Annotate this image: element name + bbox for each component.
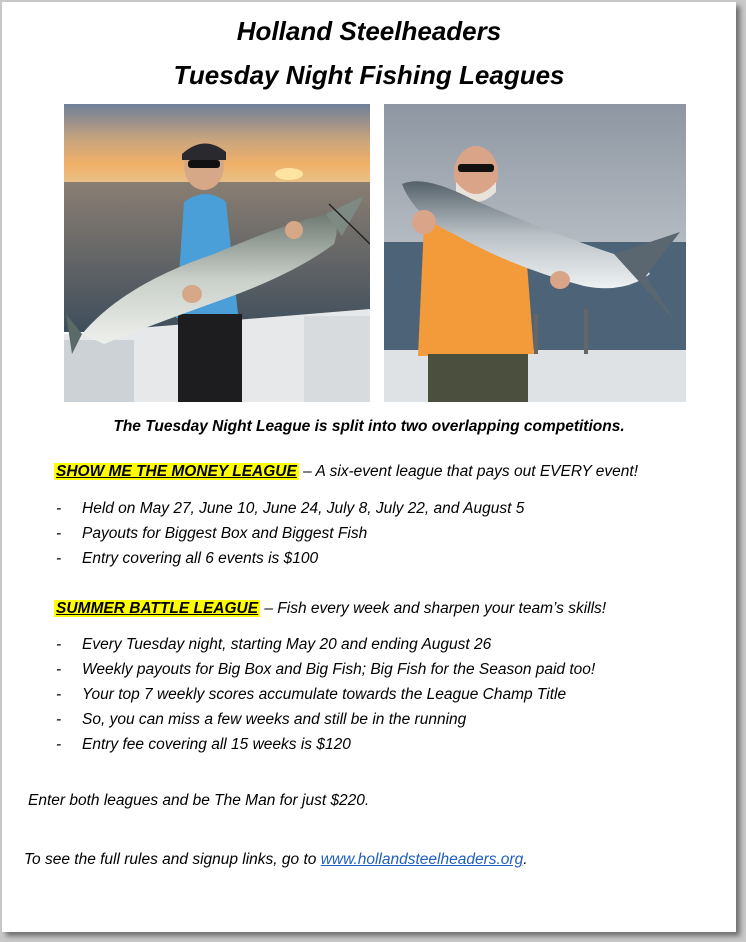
list-item: - Weekly payouts for Big Box and Big Fish; Big Fish for the Season paid too! <box>56 657 595 682</box>
money-league-tagline: – A six-event league that pays out EVERY event! <box>298 463 639 480</box>
angler-orange-shirt-photo <box>384 104 686 402</box>
bullet-dash: - <box>56 525 62 542</box>
battle-league-heading <box>54 600 606 618</box>
list-item: - Payouts for Biggest Box and Biggest Fish <box>56 521 524 546</box>
battle-league-name: SUMMER BATTLE LEAGUE <box>56 600 259 617</box>
list-item: - Entry covering all 6 events is $100 <box>56 546 524 571</box>
list-item: - Your top 7 weekly scores accumulate towards the League Champ Title <box>56 682 595 707</box>
flyer-page <box>2 2 736 932</box>
footer-prefix: To see the full rules and signup links, go to <box>24 851 321 868</box>
bullet-dash: - <box>56 711 62 728</box>
flyer-title-line1: Holland Steelheaders <box>236 16 502 46</box>
website-link[interactable]: www.hollandsteelheaders.org <box>320 851 524 868</box>
bullet-dash: - <box>56 636 62 653</box>
footer-suffix: . <box>523 851 528 868</box>
closing-offer: Enter both leagues and be The Man for just $220. <box>28 792 370 809</box>
money-league-name: SHOW ME THE MONEY LEAGUE <box>56 463 297 480</box>
battle-league-details <box>56 632 595 757</box>
bullet-dash: - <box>56 500 62 517</box>
list-item: - Every Tuesday night, starting May 20 and ending August 26 <box>56 632 595 657</box>
footer-signup <box>24 851 528 869</box>
flyer-title-line2: Tuesday Night Fishing Leagues <box>173 60 565 90</box>
bullet-dash: - <box>56 550 62 567</box>
battle-league-tagline: – Fish every week and sharpen your team’s skills! <box>260 600 607 617</box>
list-item: - So, you can miss a few weeks and still be in the running <box>56 707 595 732</box>
money-league-details <box>56 496 524 571</box>
league-intro: The Tuesday Night League is split into two overlapping competitions. <box>113 418 625 435</box>
bullet-dash: - <box>56 736 62 753</box>
list-item: - Held on May 27, June 10, June 24, July 8, July 22, and August 5 <box>56 496 524 521</box>
bullet-dash: - <box>56 686 62 703</box>
angler-sunset-photo <box>64 104 370 402</box>
money-league-heading <box>54 463 638 481</box>
list-item: - Entry fee covering all 15 weeks is $120 <box>56 732 595 757</box>
bullet-dash: - <box>56 661 62 678</box>
